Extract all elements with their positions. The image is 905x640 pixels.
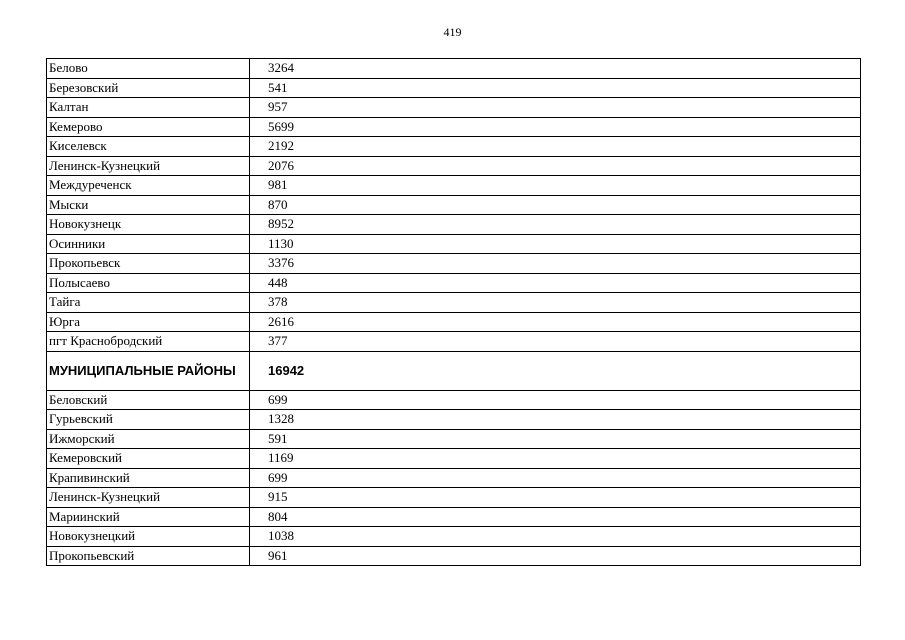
table-row [47, 254, 861, 274]
municipality-value: 1038 [250, 527, 861, 547]
municipality-value: 804 [250, 507, 861, 527]
municipality-name: Осинники [47, 234, 250, 254]
municipality-name: Мыски [47, 195, 250, 215]
table-row [47, 390, 861, 410]
municipality-name: Прокопьевск [47, 254, 250, 274]
table-row [47, 215, 861, 235]
municipality-name: Ижморский [47, 429, 250, 449]
table-row [47, 410, 861, 430]
table-row [47, 234, 861, 254]
page-number: 419 [443, 25, 462, 39]
table-row [47, 59, 861, 79]
municipality-value: 3376 [250, 254, 861, 274]
municipality-value: 2192 [250, 137, 861, 157]
municipality-value: 1169 [250, 449, 861, 469]
municipality-value: 981 [250, 176, 861, 196]
municipality-name: Крапивинский [47, 468, 250, 488]
municipality-value: 699 [250, 468, 861, 488]
group-name: МУНИЦИПАЛЬНЫЕ РАЙОНЫ [47, 351, 250, 390]
municipality-name: Новокузнецк [47, 215, 250, 235]
table-row [47, 332, 861, 352]
municipality-value: 3264 [250, 59, 861, 79]
municipality-name: Прокопьевский [47, 546, 250, 566]
table-row [47, 176, 861, 196]
municipality-value: 448 [250, 273, 861, 293]
table-row [47, 78, 861, 98]
municipality-name: Кемерово [47, 117, 250, 137]
municipality-name: Юрга [47, 312, 250, 332]
table-row [47, 117, 861, 137]
municipality-name: Гурьевский [47, 410, 250, 430]
municipality-name: Междуреченск [47, 176, 250, 196]
table-row [47, 156, 861, 176]
table-row [47, 449, 861, 469]
municipality-name: Беловский [47, 390, 250, 410]
municipality-name: Полысаево [47, 273, 250, 293]
municipality-name: Мариинский [47, 507, 250, 527]
group-header-row [47, 351, 861, 390]
table-row [47, 488, 861, 508]
municipality-value: 870 [250, 195, 861, 215]
municipality-value: 2616 [250, 312, 861, 332]
table-row [47, 293, 861, 313]
table-row [47, 273, 861, 293]
municipality-value: 5699 [250, 117, 861, 137]
table-row [47, 312, 861, 332]
municipality-value: 1328 [250, 410, 861, 430]
table-row [47, 527, 861, 547]
municipality-value: 8952 [250, 215, 861, 235]
municipality-value: 699 [250, 390, 861, 410]
municipality-name: Кемеровский [47, 449, 250, 469]
municipality-value: 377 [250, 332, 861, 352]
municipality-value: 2076 [250, 156, 861, 176]
municipality-table [46, 58, 861, 566]
table-row [47, 429, 861, 449]
municipality-value: 541 [250, 78, 861, 98]
table-row [47, 137, 861, 157]
municipality-value: 915 [250, 488, 861, 508]
municipality-value: 961 [250, 546, 861, 566]
municipality-name: пгт Краснобродский [47, 332, 250, 352]
table-row [47, 98, 861, 118]
table-row [47, 195, 861, 215]
table-row [47, 468, 861, 488]
municipality-name: Березовский [47, 78, 250, 98]
municipality-name: Киселевск [47, 137, 250, 157]
municipality-name: Тайга [47, 293, 250, 313]
municipality-value: 378 [250, 293, 861, 313]
municipality-name: Калтан [47, 98, 250, 118]
municipality-name: Ленинск-Кузнецкий [47, 488, 250, 508]
municipality-name: Ленинск-Кузнецкий [47, 156, 250, 176]
municipality-value: 957 [250, 98, 861, 118]
municipality-value: 1130 [250, 234, 861, 254]
table-body [47, 59, 861, 566]
municipality-value: 591 [250, 429, 861, 449]
municipality-name: Белово [47, 59, 250, 79]
table-row [47, 507, 861, 527]
municipality-name: Новокузнецкий [47, 527, 250, 547]
group-total: 16942 [250, 351, 861, 390]
table-row [47, 546, 861, 566]
